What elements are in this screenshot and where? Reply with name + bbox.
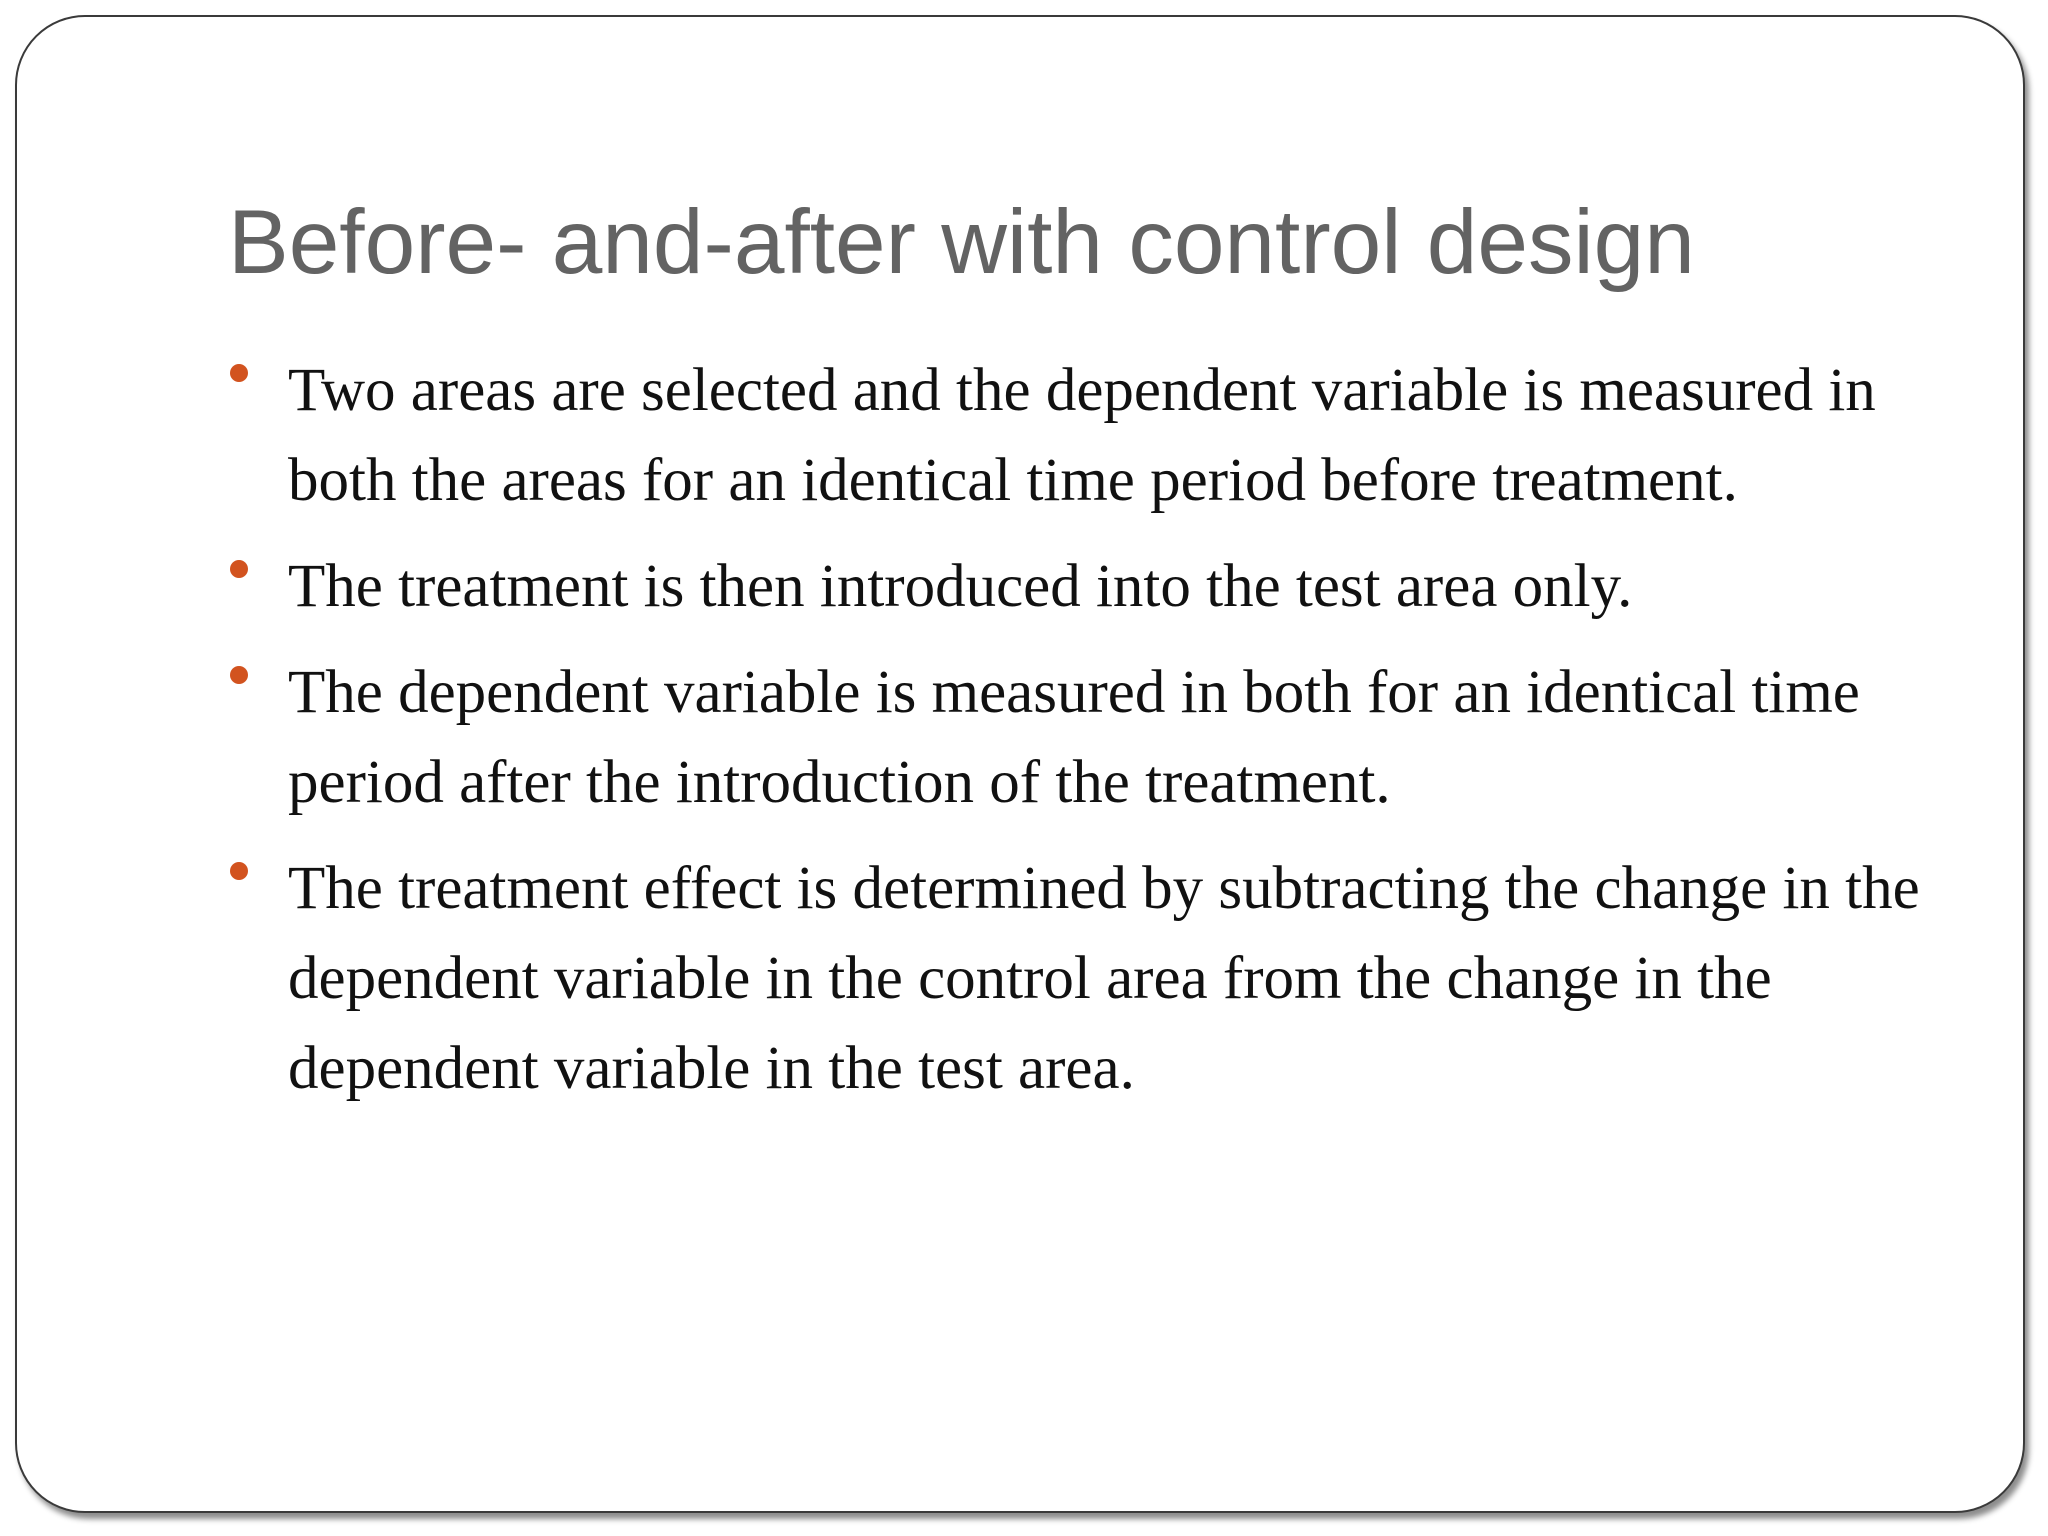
bullet-text: Two areas are selected and the dependent variable is measured in both the areas for an identical time period before treatment.	[288, 357, 1876, 514]
bullet-dot-icon	[230, 364, 248, 382]
bullet-text: The treatment is then introduced into the test area only.	[288, 553, 1633, 620]
bullet-item	[228, 542, 1948, 632]
bullet-item	[228, 844, 1948, 1114]
bullet-dot-icon	[230, 666, 248, 684]
bullet-dot-icon	[230, 560, 248, 578]
bullet-text: The dependent variable is measured in both for an identical time period after the introduction of the treatment.	[288, 659, 1860, 816]
bullet-dot-icon	[230, 862, 248, 880]
bullet-text: The treatment effect is determined by subtracting the change in the dependent variable in the control area from the change in the dependent variable in the test area.	[288, 855, 1920, 1102]
bullet-item	[228, 346, 1948, 526]
slide-title: Before- and-after with control design	[228, 192, 1695, 293]
bullet-item	[228, 648, 1948, 828]
bullet-list	[228, 346, 1948, 1130]
